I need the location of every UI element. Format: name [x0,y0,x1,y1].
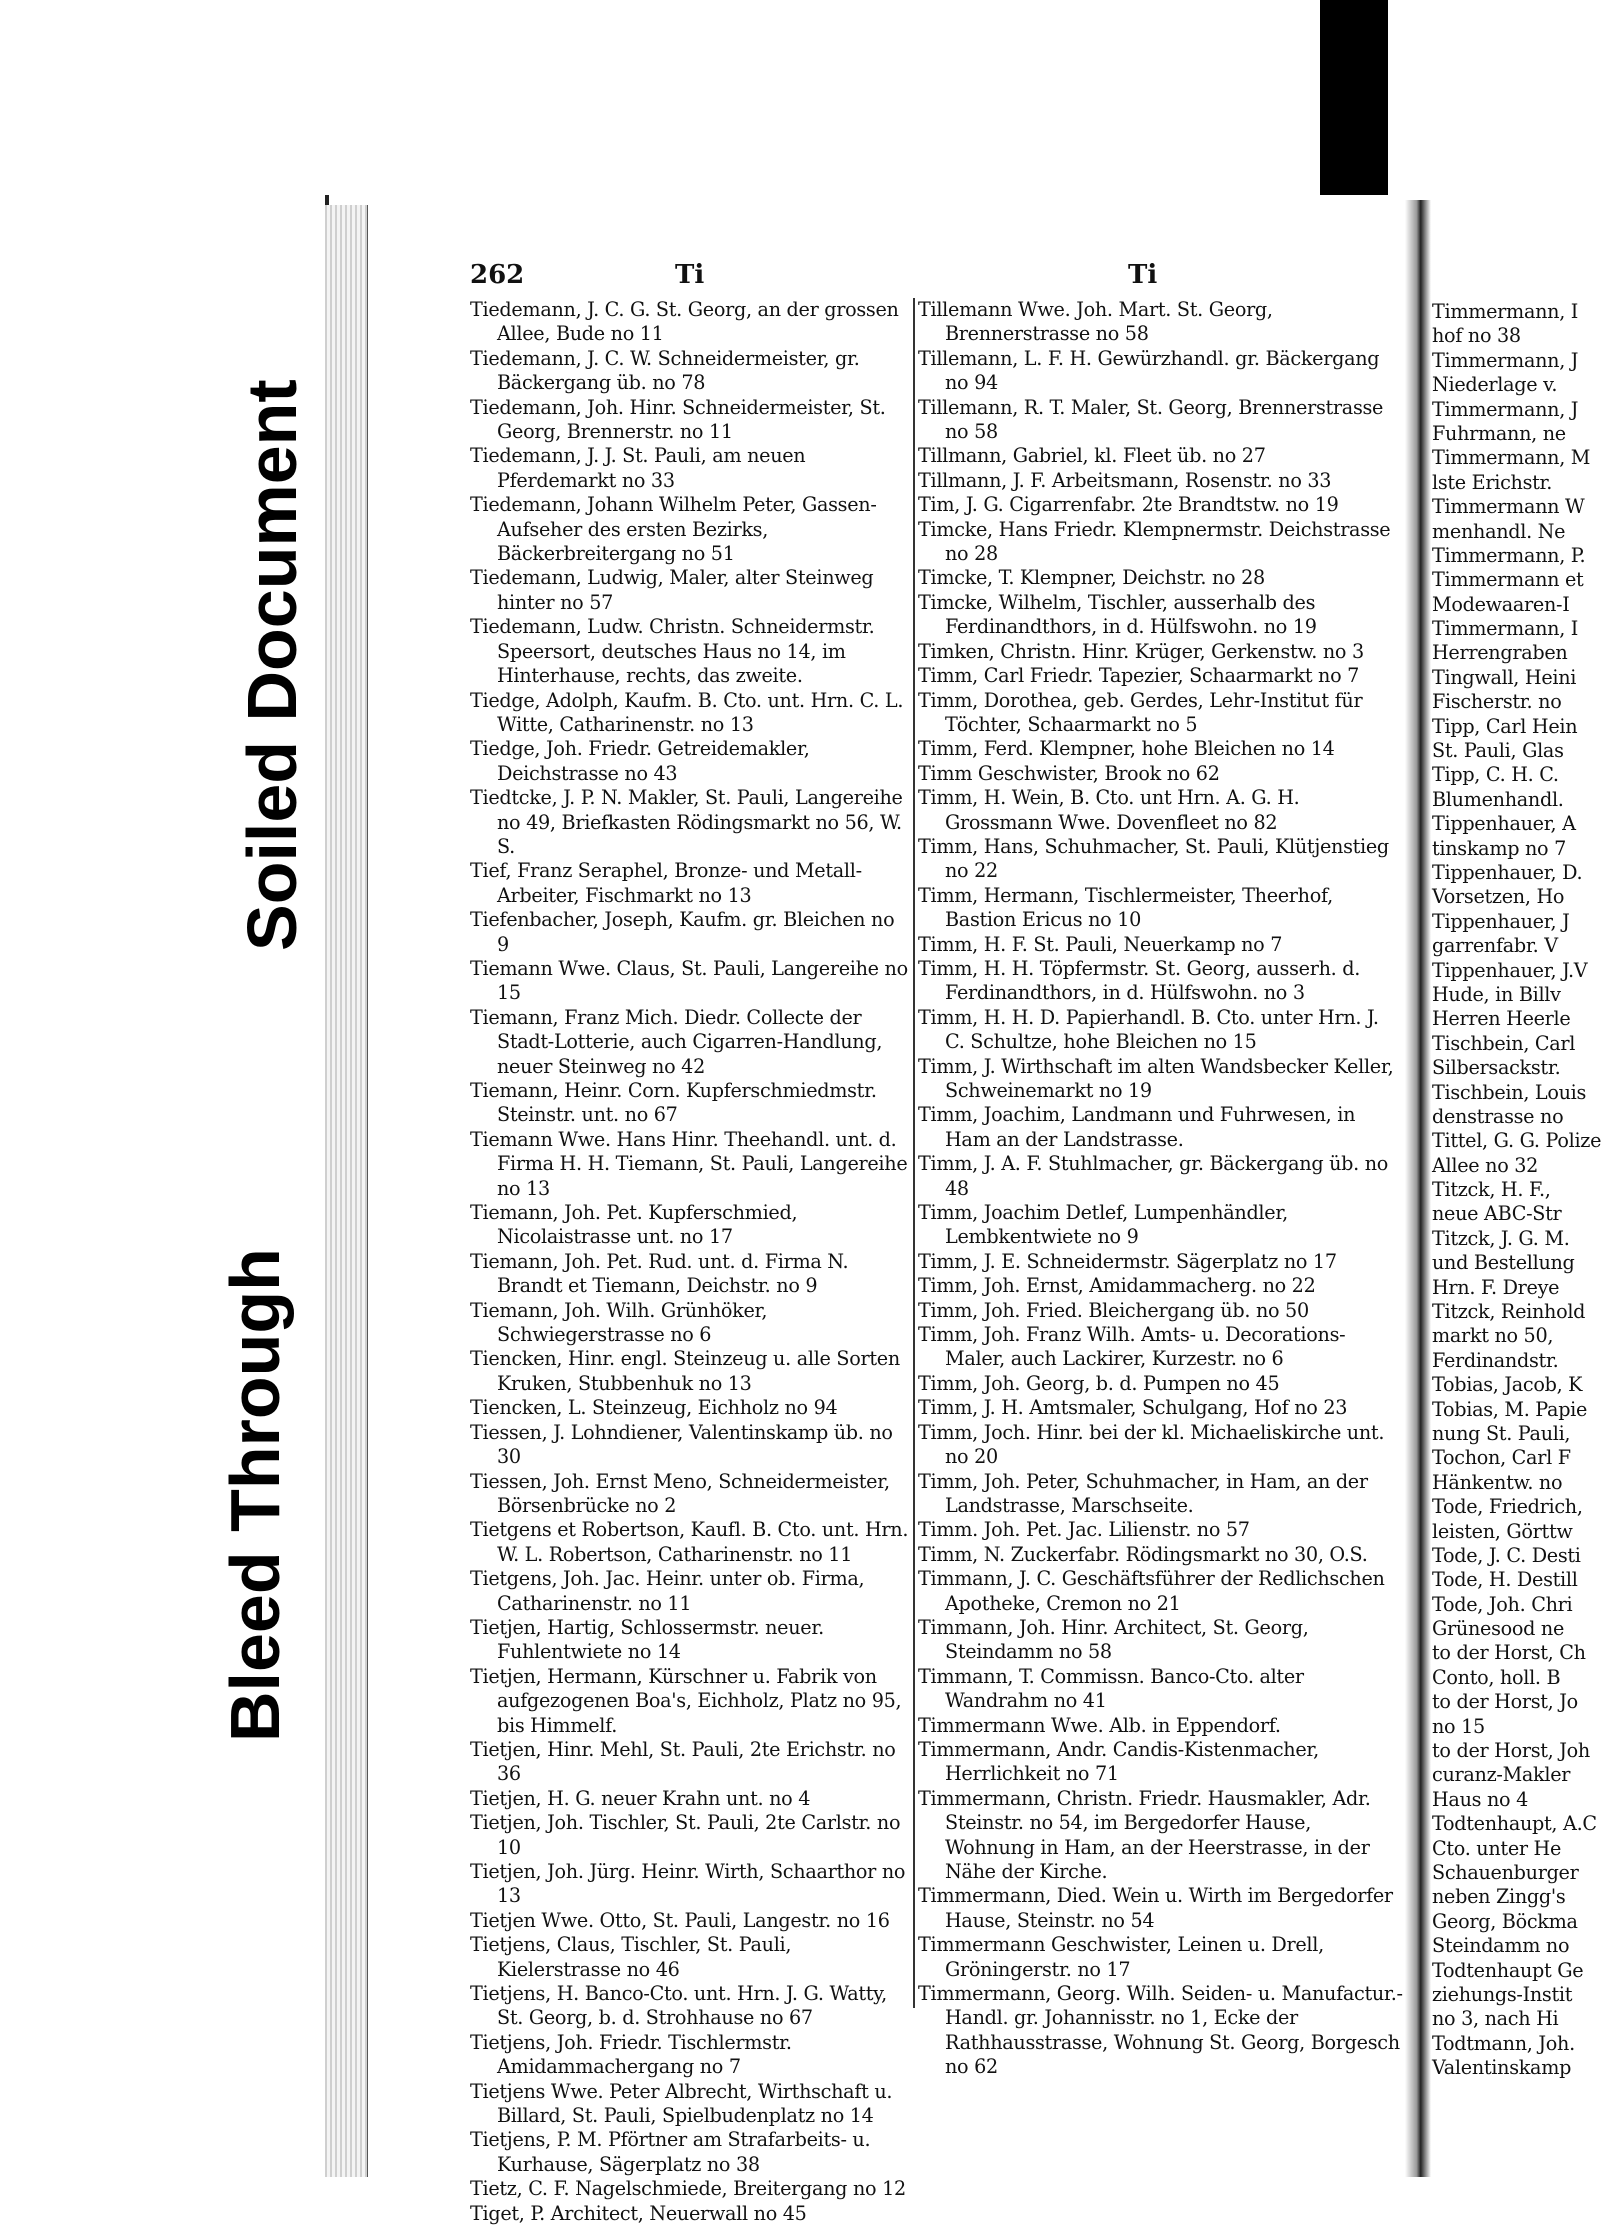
directory-entry [470,1299,912,1348]
directory-entry [470,615,912,688]
directory-entry [918,1274,1403,1298]
next-page-line: lste Erichstr. [1432,470,1553,494]
entry-text: Timm, Joh. Ernst, Amidammacherg. no 22 [918,1274,1316,1298]
next-page-line: Tippenhauer, D. [1432,860,1583,884]
directory-entry [918,1982,1403,2080]
entry-text: Timmermann, Andr. Candis-Kistenmacher, Herrlichkeit no 71 [918,1737,1319,1786]
entry-text: Timm, Ferd. Klempner, hohe Bleichen no 14 [918,737,1335,761]
directory-entry [918,1006,1403,1055]
entry-text: Tietjens Wwe. Peter Albrecht, Wirthschaft u. Billard, St. Pauli, Spielbudenplatz no 14 [470,2079,893,2128]
entry-text: Tiemann Wwe. Claus, St. Pauli, Langereihe no 15 [470,956,908,1005]
entry-text: Tiget, P. Architect, Neuerwall no 45 [470,2201,807,2225]
entry-text: Timmermann Wwe. Alb. in Eppendorf. [918,1713,1281,1737]
entry-text: Timm, Joachim Detlef, Lumpenhändler, Lembkentwiete no 9 [918,1201,1288,1249]
directory-entry [918,957,1403,1006]
directory-entry [918,1884,1403,1933]
entry-text: Timmermann, Christn. Friedr. Hausmakler, Adr. Steinstr. no 54, im Bergedorfer Hause, Wohnung in Ham, an der Heerstrasse, in der Nähe der Kirche. [918,1786,1371,1883]
next-page-line: Conto, holl. B [1432,1665,1561,1689]
directory-entry [470,908,912,957]
next-page-line: denstrasse no [1432,1104,1564,1128]
next-page-line: Tode, J. C. Desti [1432,1543,1581,1567]
next-page-line: Tode, H. Destill [1432,1568,1578,1592]
next-page-line: Steindamm no [1432,1934,1570,1958]
side-labels [0,0,311,2177]
entry-text: Tietjen, Joh. Tischler, St. Pauli, 2te Carlstr. no 10 [470,1811,901,1859]
next-page-line: neue ABC-Str [1432,1202,1562,1226]
entry-text: Tietjen, Joh. Jürg. Heinr. Wirth, Schaarthor no 13 [470,1860,906,1908]
next-page-line: Tippenhauer, J.V [1432,958,1588,982]
next-page-line: to der Horst, Joh [1432,1739,1590,1763]
entry-text: Tiefenbacher, Joseph, Kaufm. gr. Bleichen no 9 [470,908,895,956]
directory-entry [470,2202,912,2226]
entry-text: Timmermann, Died. Wein u. Wirth im Bergedorfer Hause, Steinstr. no 54 [918,1884,1393,1932]
next-page-line: Fischerstr. no [1432,690,1562,714]
entry-text: Tiedge, Adolph, Kaufm. B. Cto. unt. Hrn. C. L. Witte, Catharinenstr. no 13 [470,688,904,736]
soiled-document-label: Soiled Document [215,365,330,965]
directory-entry [918,1665,1403,1714]
directory-entry [918,1616,1403,1665]
entry-text: Tietjen, Hermann, Kürschner u. Fabrik von aufgezogenen Boa's, Eichholz, Platz no 95, bis Himmelf. [470,1664,902,1737]
directory-entry [918,1738,1403,1787]
directory-entry [918,884,1403,933]
entry-text: Timm, H. H. D. Papierhandl. B. Cto. unter Hrn. J. C. Schultze, hohe Bleichen no 15 [918,1005,1379,1054]
entry-text: Timm, J. A. F. Stuhlmacher, gr. Bäckergang üb. no 48 [918,1152,1389,1200]
directory-entry [470,1933,912,1982]
entry-text: Tiessen, J. Lohndiener, Valentinskamp üb. no 30 [470,1420,893,1469]
directory-entry [918,664,1403,688]
page-header [470,260,1390,300]
entry-text: Tiedtcke, J. P. N. Makler, St. Pauli, Langereihe no 49, Briefkasten Rödingsmarkt no 56, W. S. [470,786,903,858]
directory-entry [918,347,1403,396]
next-page-line: Cto. unter He [1432,1836,1562,1860]
directory-entry [918,1714,1403,1738]
directory-entry [470,2080,912,2129]
entry-text: Tief, Franz Seraphel, Bronze- und Metall-Arbeiter, Fischmarkt no 13 [470,859,862,907]
next-page-line: Tobias, Jacob, K [1432,1373,1583,1397]
entry-text: Tietjen, Hinr. Mehl, St. Pauli, 2te Erichstr. no 36 [470,1737,896,1786]
next-page-line: Todtenhaupt, A.C [1432,1812,1597,1836]
directory-entry [918,1201,1403,1250]
entry-text: Timm, Joh. Peter, Schuhmacher, in Ham, an der Landstrasse, Marschseite. [918,1469,1368,1517]
entry-text: Timmann, Joh. Hinr. Architect, St. Georg, Steindamm no 58 [918,1615,1309,1664]
next-page-line: to der Horst, Jo [1432,1690,1578,1714]
entry-text: Timm, J. H. Amtsmaler, Schulgang, Hof no 23 [918,1396,1348,1420]
entry-text: Timmann, T. Commissn. Banco-Cto. alter Wandrahm no 41 [918,1664,1304,1713]
directory-entry [918,469,1403,493]
entry-text: Timm, H. F. St. Pauli, Neuerkamp no 7 [918,932,1283,956]
directory-entry [470,1665,912,1738]
next-page-line: St. Pauli, Glas [1432,739,1564,763]
directory-entry [918,1103,1403,1152]
page-edges [325,205,368,2177]
next-page-line: Titzck, H. F., [1432,1178,1551,1202]
entry-text: Tietjen Wwe. Otto, St. Pauli, Langestr. no 16 [470,1908,890,1932]
entry-text: Timm, Hans, Schuhmacher, St. Pauli, Klütjenstieg no 22 [918,834,1389,883]
directory-entry [470,1616,912,1665]
directory-entry [918,1543,1403,1567]
entry-text: Tiedemann, Ludwig, Maler, alter Steinweg hinter no 57 [470,566,874,614]
directory-entry [470,493,912,566]
next-page-line: hof no 38 [1432,324,1521,348]
directory-entry [470,1201,912,1250]
next-page-line: Titzck, Reinhold [1432,1300,1586,1324]
next-page-line: Vorsetzen, Ho [1432,885,1565,909]
next-page-line: Timmermann, J [1432,397,1579,421]
bleed-through-label: Bleed Through [195,1225,315,1765]
directory-entry [470,1347,912,1396]
next-page-line: Schauenburger [1432,1861,1579,1884]
next-page-line: to der Horst, Ch [1432,1641,1586,1665]
directory-entry [918,1396,1403,1420]
next-page-line: Tipp, C. H. C. [1432,763,1559,787]
next-page-line: Hude, in Billv [1432,982,1561,1006]
directory-entry [470,1006,912,1079]
directory-entry [918,737,1403,761]
directory-entry [918,762,1403,786]
entry-text: Tietjen, H. G. neuer Krahn unt. no 4 [470,1786,811,1810]
directory-entry [470,957,912,1006]
entry-text: Tietjen, Hartig, Schlossermstr. neuer. Fuhlentwiete no 14 [470,1615,824,1664]
entry-text: Tiedemann, Ludw. Christn. Schneidermstr. Speersort, deutsches Haus no 14, im Hinterhause, rechts, das zweite. [470,615,875,688]
entry-text: Timm Geschwister, Brook no 62 [918,761,1220,785]
next-page-line: Timmermann et [1432,568,1584,592]
next-page-line: Timmermann, M [1432,446,1591,470]
next-page-line: Tippenhauer, J [1432,909,1570,933]
directory-entry [918,933,1403,957]
directory-entry [470,1909,912,1933]
directory-entry [918,689,1403,738]
directory-entry [470,2128,912,2177]
next-page-line: Tippenhauer, A [1432,812,1576,836]
directory-column-left [470,298,912,2225]
entry-text: Tiemann, Joh. Pet. Kupferschmied, Nicolaistrasse unt. no 17 [470,1201,798,1249]
entry-text: Tietgens et Robertson, Kaufl. B. Cto. unt. Hrn. W. L. Robertson, Catharinenstr. no 11 [470,1518,909,1566]
next-page-line: tinskamp no 7 [1432,836,1567,860]
next-page-line: Grünesood ne [1432,1617,1565,1641]
next-page-line: garrenfabr. V [1432,934,1558,958]
entry-text: Tiedemann, J. C. G. St. Georg, an der grossen Allee, Bude no 11 [470,298,899,346]
directory-entry [470,1811,912,1860]
directory-entry [918,298,1403,347]
directory-entry [918,835,1403,884]
next-page-line: Tode, Friedrich, [1432,1495,1583,1519]
directory-entry [470,1738,912,1787]
next-page-line: menhandl. Ne [1432,519,1566,543]
next-page-line: Timmermann, P. [1432,543,1586,567]
running-head-right: Ti [1128,260,1158,290]
next-page-line: Georg, Böckma [1432,1909,1578,1933]
entry-text: Tillmann, J. F. Arbeitsmann, Rosenstr. no 33 [918,468,1332,492]
entry-text: Timm, H. Wein, B. Cto. unt Hrn. A. G. H. Grossmann Wwe. Dovenfleet no 82 [918,786,1300,834]
directory-entry [470,1470,912,1519]
next-page-line: Timmermann W [1432,495,1585,519]
next-page-line: Todtenhaupt Ge [1432,1958,1584,1982]
next-page-line: Fuhrmann, ne [1432,421,1566,445]
directory-entry [470,786,912,859]
directory-entry [918,1470,1403,1519]
directory-column-right [918,298,1403,2079]
entry-text: Timm, Joh. Georg, b. d. Pumpen no 45 [918,1371,1280,1395]
directory-entry [470,1787,912,1811]
next-page-line: no 15 [1432,1714,1485,1738]
next-page-line: Ferdinandstr. [1432,1348,1559,1372]
directory-entry [470,1396,912,1420]
entry-text: Tiemann, Franz Mich. Diedr. Collecte der Stadt-Lotterie, auch Cigarren-Handlung, neuer Steinweg no 42 [470,1005,883,1078]
directory-entry [470,1250,912,1299]
entry-text: Tiemann, Heinr. Corn. Kupferschmiedmstr. Steinstr. unt. no 67 [470,1079,877,1127]
directory-entry [470,347,912,396]
next-page-line: neben Zingg's [1432,1885,1566,1909]
directory-entry [470,1982,912,2031]
directory-entry [918,1250,1403,1274]
entry-text: Timm, Dorothea, geb. Gerdes, Lehr-Institut für Töchter, Schaarmarkt no 5 [918,688,1363,736]
entry-text: Tiedemann, J. C. W. Schneidermeister, gr. Bäckergang üb. no 78 [470,346,860,395]
entry-text: Timcke, Hans Friedr. Klempnermstr. Deichstrasse no 28 [918,517,1391,566]
directory-entry [918,591,1403,640]
running-head-left: Ti [675,260,705,290]
next-page-line: Valentinskamp [1432,2056,1572,2080]
directory-entry [918,566,1403,590]
next-page-line: Blumenhandl. [1432,787,1564,811]
entry-text: Tiencken, Hinr. engl. Steinzeug u. alle Sorten Kruken, Stubbenhuk no 13 [470,1347,900,1395]
next-page-line: und Bestellung [1432,1251,1575,1275]
next-page-line: Modewaaren-I [1432,592,1570,616]
next-page-line: ziehungs-Instit [1432,1982,1573,2006]
entry-text: Timm, J. Wirthschaft im alten Wandsbecker Keller, Schweinemarkt no 19 [918,1054,1394,1102]
directory-entry [918,1372,1403,1396]
page-number: 262 [470,260,525,290]
entry-text: Timcke, T. Klempner, Deichstr. no 28 [918,566,1265,590]
directory-entry [918,444,1403,468]
entry-text: Tiemann Wwe. Hans Hinr. Theehandl. unt. d. Firma H. H. Tiemann, St. Pauli, Langereihe no 13 [470,1127,908,1200]
directory-entry [470,737,912,786]
directory-entry [470,1860,912,1909]
directory-entry [470,689,912,738]
entry-text: Timm, Joachim, Landmann und Fuhrwesen, in Ham an der Landstrasse. [918,1103,1356,1151]
next-page-line: Haus no 4 [1432,1787,1528,1811]
directory-entry [918,1323,1403,1372]
directory-entry [918,1933,1403,1982]
next-page-line: Hänkentw. no [1432,1470,1563,1494]
entry-text: Timm, Joh. Fried. Bleichergang üb. no 50 [918,1298,1309,1322]
next-page-line: Timmermann, I [1432,300,1579,323]
directory-entry [470,2177,912,2201]
directory-entry [470,396,912,445]
directory-entry [470,1079,912,1128]
book-gutter [1405,200,1431,2177]
directory-entry [918,1421,1403,1470]
next-page-line: Tischbein, Carl [1432,1031,1576,1055]
next-page-line: curanz-Makler [1432,1763,1571,1787]
black-bar-top [1320,0,1388,215]
directory-entry [918,493,1403,517]
entry-text: Tim, J. G. Cigarrenfabr. 2te Brandtstw. no 19 [918,493,1339,517]
entry-text: Tiedemann, J. J. St. Pauli, am neuen Pferdemarkt no 33 [470,444,806,492]
entry-text: Timm, Joh. Franz Wilh. Amts- u. Decorations-Maler, auch Lackirer, Kurzestr. no 6 [918,1323,1346,1371]
entry-text: Tiedemann, Joh. Hinr. Schneidermeister, St. Georg, Brennerstr. no 11 [470,395,886,444]
entry-text: Tillmann, Gabriel, kl. Fleet üb. no 27 [918,444,1266,468]
directory-entry [918,1787,1403,1885]
next-page-fragment [1432,300,1602,2080]
entry-text: Timm, Carl Friedr. Tapezier, Schaarmarkt no 7 [918,664,1360,688]
entry-text: Tillemann, R. T. Maler, St. Georg, Brennerstrasse no 58 [918,395,1384,444]
entry-text: Tietjens, P. M. Pförtner am Strafarbeits- u. Kurhause, Sägerplatz no 38 [470,2128,871,2176]
directory-entry [918,518,1403,567]
entry-text: Timmermann Geschwister, Leinen u. Drell, Gröningerstr. no 17 [918,1933,1324,1981]
entry-text: Tiedemann, Johann Wilhelm Peter, Gassen-Aufseher des ersten Bezirks, Bäckerbreitergang no 51 [470,493,877,566]
directory-entry [470,859,912,908]
entry-text: Tiemann, Joh. Wilh. Grünhöker, Schwiegerstrasse no 6 [470,1298,768,1347]
entry-text: Tillemann Wwe. Joh. Mart. St. Georg, Brennerstrasse no 58 [918,298,1273,346]
entry-text: Tiedge, Joh. Friedr. Getreidemakler, Deichstrasse no 43 [470,737,810,785]
entry-text: Timm, Hermann, Tischlermeister, Theerhof, Bastion Ericus no 10 [918,883,1333,932]
entry-text: Tiessen, Joh. Ernst Meno, Schneidermeister, Börsenbrücke no 2 [470,1469,890,1517]
entry-text: Timken, Christn. Hinr. Krüger, Gerkenstw. no 3 [918,639,1364,663]
entry-text: Timm, H. H. Töpfermstr. St. Georg, ausserh. d. Ferdinandthors, in d. Hülfswohn. no 3 [918,956,1361,1005]
directory-entry [470,1518,912,1567]
next-page-line: Timmermann, J [1432,348,1579,372]
next-page-line: Tode, Joh. Chri [1432,1592,1573,1616]
directory-entry [918,1518,1403,1542]
next-page-line: Tobias, M. Papie [1432,1397,1588,1421]
directory-entry [918,1567,1403,1616]
entry-text: Tietjens, H. Banco-Cto. unt. Hrn. J. G. Watty, St. Georg, b. d. Strohhause no 67 [470,1982,887,2030]
entry-text: Timm, N. Zuckerfabr. Rödingsmarkt no 30, O.S. [918,1542,1368,1566]
next-page-line: Herren Heerle [1432,1007,1571,1031]
entry-text: Timm. Joh. Pet. Jac. Lilienstr. no 57 [918,1518,1250,1542]
directory-entry [918,1299,1403,1323]
directory-entry [470,1421,912,1470]
entry-text: Timm, J. E. Schneidermstr. Sägerplatz no 17 [918,1249,1337,1273]
directory-entry [470,298,912,347]
entry-text: Timcke, Wilhelm, Tischler, ausserhalb des Ferdinandthors, in d. Hülfswohn. no 19 [918,590,1317,639]
entry-text: Tiemann, Joh. Pet. Rud. unt. d. Firma N. Brandt et Tiemann, Deichstr. no 9 [470,1249,849,1298]
entry-text: Tietjens, Claus, Tischler, St. Pauli, Kielerstrasse no 46 [470,1933,792,1981]
entry-text: Tietgens, Joh. Jac. Heinr. unter ob. Firma, Catharinenstr. no 11 [470,1567,865,1615]
directory-entry [470,566,912,615]
directory-entry [918,786,1403,835]
next-page-line: Tingwall, Heini [1432,665,1577,689]
entry-text: Timmann, J. C. Geschäftsführer der Redlichschen Apotheke, Cremon no 21 [918,1567,1385,1615]
next-page-line: Tittel, G. G. Polize [1432,1129,1602,1153]
next-page-line: Tochon, Carl F [1432,1446,1571,1470]
directory-entry [470,1128,912,1201]
entry-text: Tietjens, Joh. Friedr. Tischlermstr. Amidammachergang no 7 [470,2030,792,2079]
next-page-line: markt no 50, [1432,1324,1554,1348]
entry-text: Timmermann, Georg. Wilh. Seiden- u. Manufactur.-Handl. gr. Johannisstr. no 1, Ecke der Rathhausstrasse, Wohnung St. Georg, Borgesch no 62 [918,1982,1403,2079]
directory-entry [918,396,1403,445]
entry-text: Tiencken, L. Steinzeug, Eichholz no 94 [470,1396,838,1420]
next-page-line: Niederlage v. [1432,373,1558,397]
directory-entry [918,1055,1403,1104]
entry-text: Timm, Joch. Hinr. bei der kl. Michaeliskirche unt. no 20 [918,1420,1385,1469]
next-page-line: Hrn. F. Dreye [1432,1275,1560,1299]
next-page-line: no 3, nach Hi [1432,2007,1559,2031]
next-page-line: leisten, Görttw [1432,1519,1573,1543]
directory-entry [470,1567,912,1616]
directory-entry [470,2031,912,2080]
column-divider [913,298,915,2008]
directory-entry [470,444,912,493]
entry-text: Tietz, C. F. Nagelschmiede, Breitergang no 12 [470,2177,906,2201]
directory-entry [918,640,1403,664]
next-page-line: nung St. Pauli, [1432,1421,1571,1445]
next-page-line: Tischbein, Louis [1432,1080,1587,1104]
next-page-line: Titzck, J. G. M. [1432,1226,1570,1250]
entry-text: Tillemann, L. F. H. Gewürzhandl. gr. Bäckergang no 94 [918,346,1380,395]
next-page-line: Allee no 32 [1432,1153,1539,1177]
next-page-line: Silbersackstr. [1432,1056,1561,1080]
next-page-line: Todtmann, Joh. [1432,2031,1575,2055]
directory-entry [918,1152,1403,1201]
next-page-line: Herrengraben [1432,641,1568,665]
next-page-line: Timmermann, I [1432,617,1579,641]
next-page-line: Tipp, Carl Hein [1432,714,1578,738]
